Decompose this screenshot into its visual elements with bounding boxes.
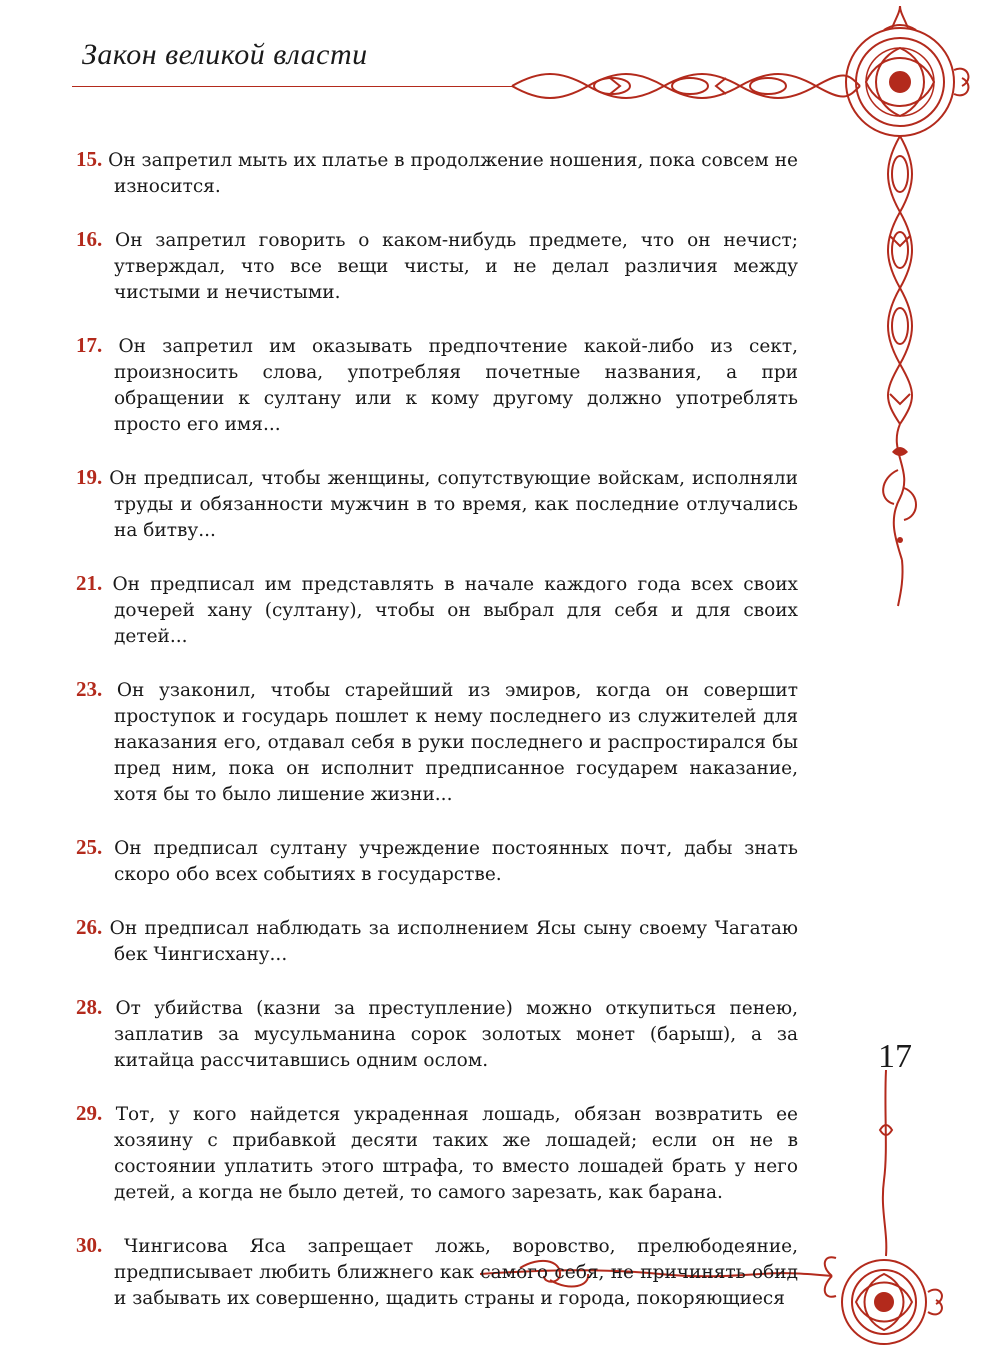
article-number: 28. xyxy=(76,995,103,1019)
article-item xyxy=(76,332,798,438)
article-text: Он запретил мыть их платье в продолжение ношения, пока совсем не износится. xyxy=(108,150,798,197)
article-text: Он предписал наблюдать за исполнением Ясы сыну своему Чагатаю бек Чингисхану... xyxy=(109,918,798,965)
article-text: От убийства (казни за преступление) можно откупиться пенею, заплатив за мусульманина сорок золотых монет (барыш), а за китайца рассчитавшись одним ослом. xyxy=(114,998,798,1071)
article-text: Чингисова Яса запрещает ложь, воровство, прелюбодеяние, предписывает любить ближнего как самого себя, не причинять обид и забывать их совершенно, щадить страны и города, покоряющиеся xyxy=(114,1236,798,1309)
article-item xyxy=(76,834,798,888)
article-item xyxy=(76,226,798,306)
article-number: 16. xyxy=(76,227,103,251)
article-text: Он предписал султану учреждение постоянных почт, дабы знать скоро обо всех событиях в государстве. xyxy=(114,838,798,885)
page-number: 17 xyxy=(878,1038,912,1075)
article-number: 25. xyxy=(76,835,103,859)
article-number: 29. xyxy=(76,1101,103,1125)
article-item xyxy=(76,570,798,650)
article-item xyxy=(76,676,798,808)
article-number: 26. xyxy=(76,915,103,939)
article-text: Он предписал им представлять в начале каждого года всех своих дочерей хану (султану), чтобы он выбрал для себя и для своих детей... xyxy=(112,574,798,647)
article-text: Он запретил говорить о каком-нибудь предмете, что он нечист; утверждал, что все вещи чисты, и не делал различия между чистыми и нечистыми. xyxy=(114,230,798,303)
article-number: 17. xyxy=(76,333,103,357)
article-text: Он предписал, чтобы женщины, сопутствующие войскам, исполняли труды и обязанности мужчин в то время, как последние отлучались на битву... xyxy=(109,468,798,541)
article-item xyxy=(76,1232,798,1312)
article-text: Тот, у кого найдется украденная лошадь, обязан возвратить ее хозяину с прибавкой десяти таких же лошадей; если он не в состоянии уплатить этого штрафа, то вместо лошадей брать у него детей, а когда не было детей, то самого зарезать, как барана. xyxy=(114,1104,798,1203)
article-number: 15. xyxy=(76,147,103,171)
article-number: 19. xyxy=(76,465,103,489)
article-number: 21. xyxy=(76,571,103,595)
article-number: 23. xyxy=(76,677,103,701)
article-item xyxy=(76,464,798,544)
article-number: 30. xyxy=(76,1233,103,1257)
running-header-title: Закон великой власти xyxy=(82,38,368,71)
header-rule xyxy=(72,86,512,87)
article-item xyxy=(76,146,798,200)
article-text: Он узаконил, чтобы старейший из эмиров, когда он совершит проступок и государь пошлет к нему последнего из служителей для наказания его, отдавал себя в руки последнего и распростирался бы пред ним, пока он исполнит предписанное государем наказание, хотя бы то было лишение жизни... xyxy=(114,680,798,805)
article-item xyxy=(76,1100,798,1206)
article-text: Он запретил им оказывать предпочтение какой-либо из сект, произносить слова, употребляя почетные названия, а при обращении к султану или к кому другому должно употреблять просто его имя... xyxy=(114,336,798,435)
article-list xyxy=(76,146,798,1338)
article-item xyxy=(76,994,798,1074)
article-item xyxy=(76,914,798,968)
